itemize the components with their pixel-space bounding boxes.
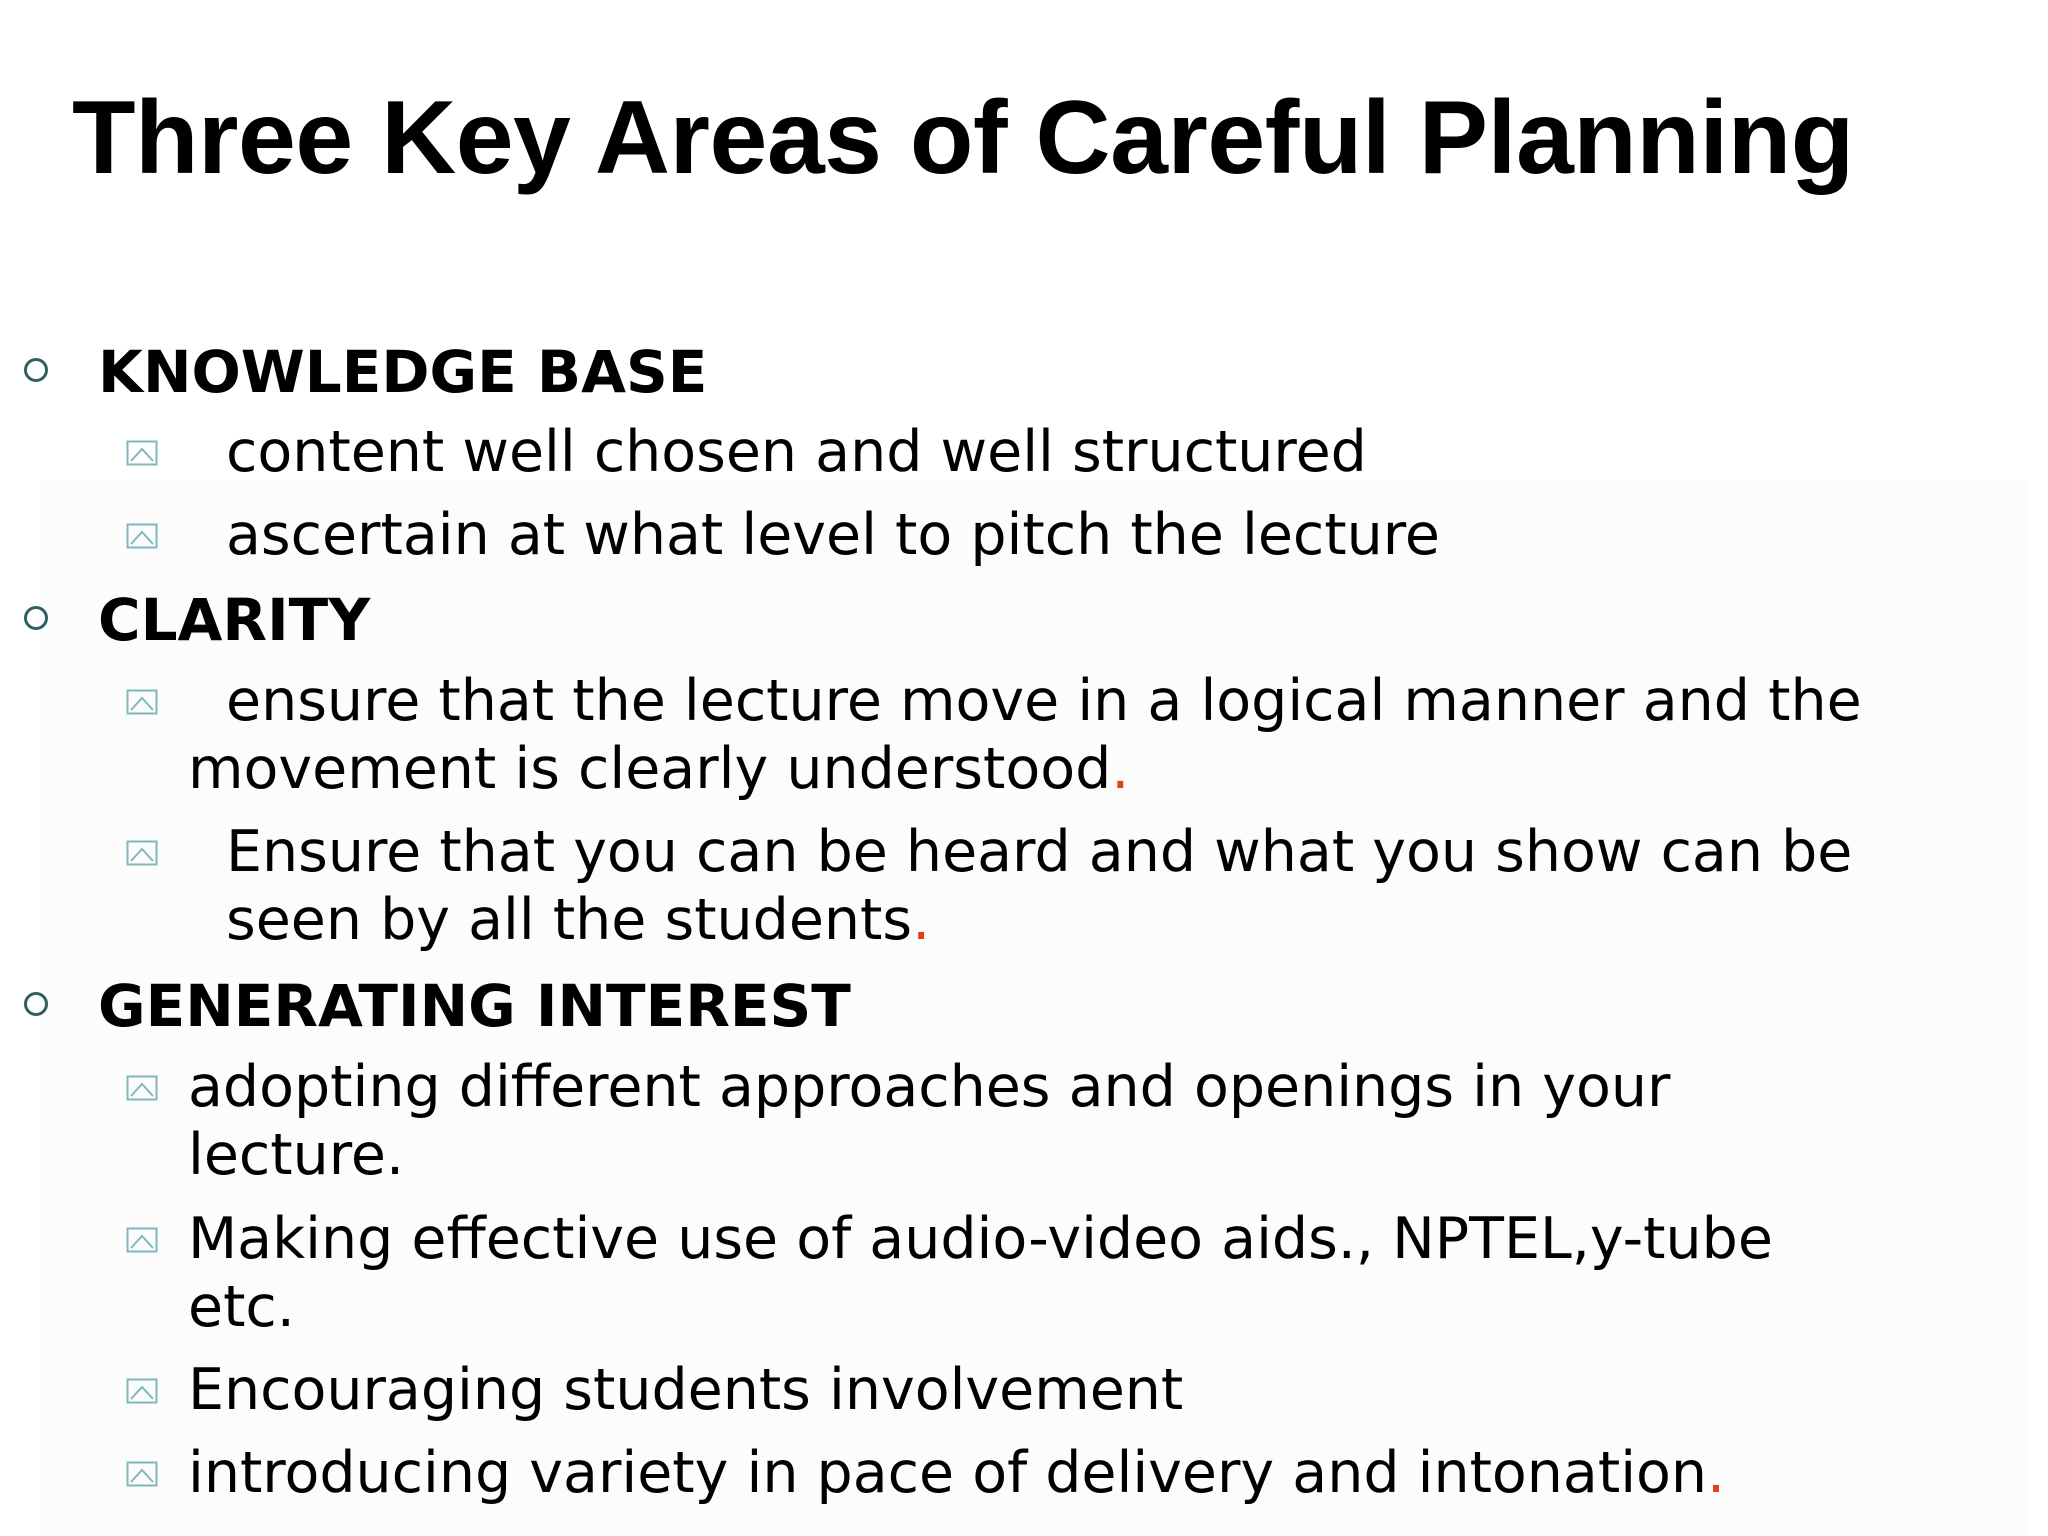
heading-text: GENERATING INTEREST: [98, 972, 851, 1040]
item-text-continuation: lecture.: [188, 1122, 405, 1188]
checkbox-chevron-icon: [126, 840, 158, 866]
item-text: Ensure that you can be heard and what you show can be: [226, 819, 1853, 885]
checkbox-chevron-icon: [126, 523, 158, 549]
item-text: Encouraging students involvement: [188, 1357, 1184, 1423]
red-period: .: [912, 887, 931, 953]
item-text: ascertain at what level to pitch the lecture: [226, 502, 1440, 568]
checkbox-chevron-icon: [126, 1461, 158, 1487]
heading-text: CLARITY: [98, 586, 371, 654]
item-text: content well chosen and well structured: [226, 419, 1367, 485]
item-text-continuation: etc.: [188, 1274, 295, 1340]
checkbox-chevron-icon: [126, 1075, 158, 1101]
item-text-line: introducing variety in pace of delivery and intonation: [188, 1440, 1708, 1506]
circle-bullet-icon: [24, 606, 48, 630]
item-text: adopting different approaches and openings in your: [188, 1054, 1671, 1120]
checkbox-chevron-icon: [126, 1227, 158, 1253]
item-text-line: seen by all the students: [226, 887, 913, 953]
slide-title: Three Key Areas of Careful Planning: [72, 80, 1854, 196]
circle-bullet-icon: [24, 992, 48, 1016]
circle-bullet-icon: [24, 358, 48, 382]
red-period: .: [1111, 736, 1130, 802]
checkbox-chevron-icon: [126, 440, 158, 466]
red-period: .: [1707, 1440, 1726, 1506]
item-text: ensure that the lecture move in a logical manner and the: [226, 668, 1862, 734]
item-text: [188, 1439, 1725, 1507]
item-text-continuation: [226, 886, 930, 954]
item-text-continuation: [188, 735, 1129, 803]
checkbox-chevron-icon: [126, 689, 158, 715]
checkbox-chevron-icon: [126, 1378, 158, 1404]
item-text-line: movement is clearly understood: [188, 736, 1112, 802]
heading-text: KNOWLEDGE BASE: [98, 338, 708, 406]
item-text: Making effective use of audio-video aids., NPTEL,y-tube: [188, 1206, 1773, 1272]
